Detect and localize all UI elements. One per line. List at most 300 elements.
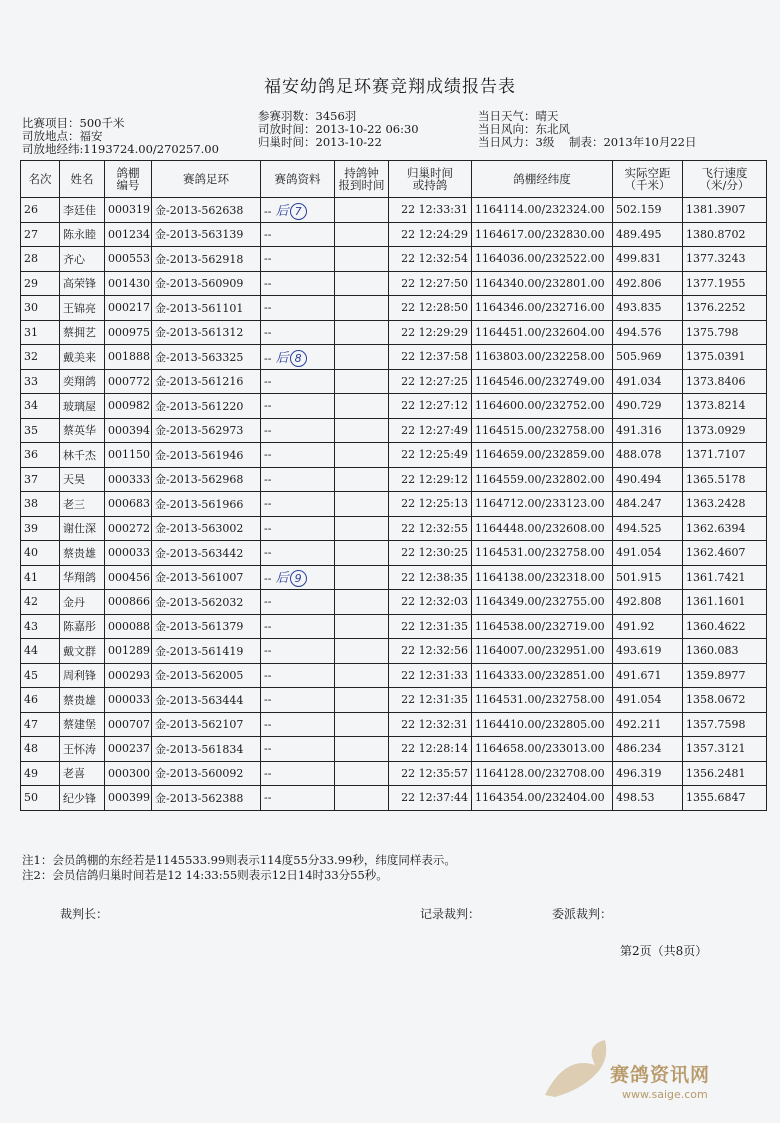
cell-speed: 1361.7421	[683, 565, 767, 590]
meta-made-date: 制表：2013年10月22日	[568, 135, 697, 149]
cell-arrival: 22 12:29:12	[389, 467, 472, 492]
cell-coords: 1164531.00/232758.00	[472, 688, 613, 713]
cell-distance: 492.806	[613, 271, 683, 296]
cell-distance: 491.316	[613, 418, 683, 443]
cell-speed: 1360.083	[683, 639, 767, 664]
cell-arrival: 22 12:32:55	[389, 516, 472, 541]
cell-distance: 491.034	[613, 369, 683, 394]
cell-ring: 金-2013-561101	[152, 296, 261, 321]
header-distance: 实际空距 （千米）	[613, 161, 683, 198]
cell-info: --	[261, 320, 335, 345]
cell-arrival: 22 12:38:35	[389, 565, 472, 590]
cell-clock	[335, 247, 389, 272]
cell-rank: 31	[21, 320, 60, 345]
table-row	[21, 271, 767, 296]
cell-info: --	[261, 247, 335, 272]
cell-speed: 1377.1955	[683, 271, 767, 296]
cell-speed: 1358.0672	[683, 688, 767, 713]
cell-ring: 金-2013-563442	[152, 541, 261, 566]
cell-clock	[335, 418, 389, 443]
cell-info: --	[261, 369, 335, 394]
cell-ring: 金-2013-562638	[152, 198, 261, 223]
cell-info: --	[261, 443, 335, 468]
meta-col-2	[258, 110, 419, 149]
cell-name: 蔡建堡	[60, 712, 105, 737]
table-header-row	[21, 161, 767, 198]
cell-clock	[335, 541, 389, 566]
cell-rank: 44	[21, 639, 60, 664]
cell-name: 李廷佳	[60, 198, 105, 223]
table-row	[21, 737, 767, 762]
cell-name: 老三	[60, 492, 105, 517]
cell-loft: 000394	[105, 418, 152, 443]
results-table	[20, 160, 767, 811]
cell-clock	[335, 369, 389, 394]
table-row	[21, 688, 767, 713]
cell-ring: 金-2013-560092	[152, 761, 261, 786]
cell-info: --	[261, 639, 335, 664]
cell-speed: 1355.6847	[683, 786, 767, 811]
cell-speed: 1357.7598	[683, 712, 767, 737]
footnote-1: 注1：会员鸽棚的东经若是1145533.99则表示114度55分33.99秒，纬度同样表示。	[22, 853, 456, 867]
cell-distance: 491.671	[613, 663, 683, 688]
cell-coords: 1164658.00/233013.00	[472, 737, 613, 762]
cell-clock	[335, 688, 389, 713]
cell-name: 谢仕深	[60, 516, 105, 541]
cell-rank: 34	[21, 394, 60, 419]
cell-clock	[335, 467, 389, 492]
cell-info: -- 后 9	[261, 565, 335, 590]
cell-ring: 金-2013-561007	[152, 565, 261, 590]
cell-rank: 35	[21, 418, 60, 443]
cell-name: 王锦亮	[60, 296, 105, 321]
handwritten-note: 后 8	[271, 351, 306, 366]
cell-distance: 490.494	[613, 467, 683, 492]
cell-info: --	[261, 761, 335, 786]
cell-distance: 491.92	[613, 614, 683, 639]
table-row	[21, 296, 767, 321]
header-clock: 持鸽钟 报到时间	[335, 161, 389, 198]
cell-name: 天昊	[60, 467, 105, 492]
cell-distance: 493.619	[613, 639, 683, 664]
cell-rank: 32	[21, 345, 60, 370]
cell-distance: 498.53	[613, 786, 683, 811]
cell-rank: 43	[21, 614, 60, 639]
cell-clock	[335, 590, 389, 615]
cell-speed: 1373.8214	[683, 394, 767, 419]
cell-rank: 49	[21, 761, 60, 786]
cell-ring: 金-2013-562107	[152, 712, 261, 737]
meta-release-place: 司放地点：福安	[22, 129, 103, 143]
cell-name: 戴美来	[60, 345, 105, 370]
cell-coords: 1164712.00/233123.00	[472, 492, 613, 517]
table-row	[21, 394, 767, 419]
footnotes	[22, 853, 456, 883]
cell-clock	[335, 786, 389, 811]
table-row	[21, 639, 767, 664]
meta-entries: 参赛羽数：3456羽	[258, 109, 357, 123]
cell-arrival: 22 12:25:13	[389, 492, 472, 517]
cell-ring: 金-2013-562388	[152, 786, 261, 811]
cell-loft: 001150	[105, 443, 152, 468]
table-row	[21, 320, 767, 345]
cell-loft: 000456	[105, 565, 152, 590]
cell-clock	[335, 614, 389, 639]
cell-name: 奕翔鸽	[60, 369, 105, 394]
meta-race-item: 比赛项目：500千米	[22, 116, 125, 130]
cell-name: 老喜	[60, 761, 105, 786]
cell-name: 玻璃屋	[60, 394, 105, 419]
cell-speed: 1362.6394	[683, 516, 767, 541]
cell-distance: 486.234	[613, 737, 683, 762]
meta-col-1	[22, 117, 219, 156]
cell-info: --	[261, 296, 335, 321]
cell-distance: 490.729	[613, 394, 683, 419]
cell-ring: 金-2013-561216	[152, 369, 261, 394]
cell-distance: 499.831	[613, 247, 683, 272]
watermark-name: 赛鸽资讯网	[610, 1064, 711, 1086]
cell-speed: 1360.4622	[683, 614, 767, 639]
cell-loft: 000293	[105, 663, 152, 688]
cell-loft: 001430	[105, 271, 152, 296]
sign-delegate: 委派裁判：	[552, 907, 613, 921]
sign-chief-judge: 裁判长：	[60, 907, 109, 921]
cell-loft: 000399	[105, 786, 152, 811]
cell-clock	[335, 271, 389, 296]
cell-ring: 金-2013-563002	[152, 516, 261, 541]
cell-clock	[335, 394, 389, 419]
cell-clock	[335, 198, 389, 223]
cell-loft: 000217	[105, 296, 152, 321]
cell-arrival: 22 12:27:25	[389, 369, 472, 394]
cell-speed: 1375.0391	[683, 345, 767, 370]
report-title: 福安幼鸽足环赛竞翔成绩报告表	[264, 77, 516, 97]
meta-release-time: 司放时间：2013-10-22 06:30	[258, 122, 419, 136]
cell-loft: 000237	[105, 737, 152, 762]
cell-coords: 1164546.00/232749.00	[472, 369, 613, 394]
cell-name: 周利锋	[60, 663, 105, 688]
cell-coords: 1164451.00/232604.00	[472, 320, 613, 345]
cell-ring: 金-2013-560909	[152, 271, 261, 296]
cell-coords: 1163803.00/232258.00	[472, 345, 613, 370]
header-loft: 鸽棚 编号	[105, 161, 152, 198]
cell-distance: 491.054	[613, 688, 683, 713]
cell-name: 齐心	[60, 247, 105, 272]
cell-rank: 29	[21, 271, 60, 296]
cell-name: 陈嘉彤	[60, 614, 105, 639]
table-row	[21, 786, 767, 811]
cell-name: 高荣锋	[60, 271, 105, 296]
meta-release-coords: 司放地经纬:1193724.00/270257.00	[22, 142, 219, 156]
cell-loft: 000683	[105, 492, 152, 517]
cell-rank: 37	[21, 467, 60, 492]
handwritten-note: 后 9	[271, 571, 306, 586]
cell-info: --	[261, 541, 335, 566]
header-rank: 名次	[21, 161, 60, 198]
cell-speed: 1357.3121	[683, 737, 767, 762]
cell-arrival: 22 12:28:14	[389, 737, 472, 762]
cell-arrival: 22 12:27:12	[389, 394, 472, 419]
cell-rank: 41	[21, 565, 60, 590]
cell-clock	[335, 663, 389, 688]
cell-name: 华翔鸽	[60, 565, 105, 590]
cell-loft: 000866	[105, 590, 152, 615]
cell-rank: 48	[21, 737, 60, 762]
cell-name: 蔡拥艺	[60, 320, 105, 345]
watermark-url: www.saige.com	[622, 1088, 708, 1101]
table-row	[21, 443, 767, 468]
cell-distance: 494.576	[613, 320, 683, 345]
cell-rank: 40	[21, 541, 60, 566]
cell-speed: 1381.3907	[683, 198, 767, 223]
cell-clock	[335, 565, 389, 590]
cell-arrival: 22 12:30:25	[389, 541, 472, 566]
cell-arrival: 22 12:27:49	[389, 418, 472, 443]
cell-coords: 1164354.00/232404.00	[472, 786, 613, 811]
table-row	[21, 590, 767, 615]
table-row	[21, 565, 767, 590]
cell-name: 蔡贵雄	[60, 688, 105, 713]
meta-return-time: 归巢时间：2013-10-22	[258, 135, 382, 149]
cell-info: --	[261, 737, 335, 762]
cell-info: --	[261, 418, 335, 443]
cell-speed: 1356.2481	[683, 761, 767, 786]
cell-speed: 1361.1601	[683, 590, 767, 615]
cell-arrival: 22 12:35:57	[389, 761, 472, 786]
cell-info: --	[261, 222, 335, 247]
cell-arrival: 22 12:31:35	[389, 688, 472, 713]
cell-clock	[335, 761, 389, 786]
cell-arrival: 22 12:32:03	[389, 590, 472, 615]
footnote-2: 注2：会员信鸽归巢时间若是12 14:33:55则表示12日14时33分55秒。	[22, 868, 388, 882]
cell-coords: 1164036.00/232522.00	[472, 247, 613, 272]
table-row	[21, 467, 767, 492]
table-row	[21, 712, 767, 737]
cell-rank: 26	[21, 198, 60, 223]
cell-coords: 1164448.00/232608.00	[472, 516, 613, 541]
header-coords: 鸽棚经纬度	[472, 161, 613, 198]
cell-coords: 1164128.00/232708.00	[472, 761, 613, 786]
cell-loft: 000033	[105, 541, 152, 566]
cell-distance: 489.495	[613, 222, 683, 247]
table-row	[21, 614, 767, 639]
table-row	[21, 369, 767, 394]
cell-speed: 1377.3243	[683, 247, 767, 272]
table-row	[21, 541, 767, 566]
cell-coords: 1164538.00/232719.00	[472, 614, 613, 639]
cell-name: 陈永睦	[60, 222, 105, 247]
cell-rank: 39	[21, 516, 60, 541]
cell-ring: 金-2013-562973	[152, 418, 261, 443]
cell-loft: 000982	[105, 394, 152, 419]
cell-distance: 493.835	[613, 296, 683, 321]
cell-distance: 488.078	[613, 443, 683, 468]
cell-rank: 36	[21, 443, 60, 468]
meta-weather: 当日天气：晴天	[478, 109, 559, 123]
cell-loft: 001289	[105, 639, 152, 664]
cell-arrival: 22 12:33:31	[389, 198, 472, 223]
cell-loft: 001888	[105, 345, 152, 370]
cell-arrival: 22 12:31:33	[389, 663, 472, 688]
cell-coords: 1164559.00/232802.00	[472, 467, 613, 492]
cell-info: --	[261, 516, 335, 541]
cell-info: -- 后 8	[261, 345, 335, 370]
cell-arrival: 22 12:31:35	[389, 614, 472, 639]
cell-ring: 金-2013-561966	[152, 492, 261, 517]
cell-speed: 1380.8702	[683, 222, 767, 247]
cell-distance: 496.319	[613, 761, 683, 786]
cell-distance: 484.247	[613, 492, 683, 517]
cell-loft: 000088	[105, 614, 152, 639]
header-speed: 飞行速度 （米/分）	[683, 161, 767, 198]
cell-ring: 金-2013-562005	[152, 663, 261, 688]
table-row	[21, 761, 767, 786]
cell-clock	[335, 320, 389, 345]
cell-name: 蔡英华	[60, 418, 105, 443]
table-row	[21, 247, 767, 272]
cell-arrival: 22 12:32:31	[389, 712, 472, 737]
table-row	[21, 418, 767, 443]
cell-info: --	[261, 590, 335, 615]
cell-arrival: 22 12:27:50	[389, 271, 472, 296]
cell-speed: 1371.7107	[683, 443, 767, 468]
cell-coords: 1164333.00/232851.00	[472, 663, 613, 688]
cell-clock	[335, 222, 389, 247]
cell-ring: 金-2013-563325	[152, 345, 261, 370]
cell-speed: 1375.798	[683, 320, 767, 345]
cell-rank: 33	[21, 369, 60, 394]
table-row	[21, 516, 767, 541]
cell-coords: 1164617.00/232830.00	[472, 222, 613, 247]
cell-name: 王怀涛	[60, 737, 105, 762]
cell-info: --	[261, 786, 335, 811]
cell-arrival: 22 12:37:44	[389, 786, 472, 811]
cell-ring: 金-2013-562918	[152, 247, 261, 272]
cell-arrival: 22 12:32:56	[389, 639, 472, 664]
cell-loft: 000772	[105, 369, 152, 394]
cell-info: --	[261, 492, 335, 517]
table-row	[21, 345, 767, 370]
cell-speed: 1373.0929	[683, 418, 767, 443]
cell-coords: 1164410.00/232805.00	[472, 712, 613, 737]
cell-clock	[335, 296, 389, 321]
cell-speed: 1365.5178	[683, 467, 767, 492]
cell-arrival: 22 12:32:54	[389, 247, 472, 272]
cell-speed: 1363.2428	[683, 492, 767, 517]
cell-ring: 金-2013-562968	[152, 467, 261, 492]
cell-coords: 1164340.00/232801.00	[472, 271, 613, 296]
cell-distance: 502.159	[613, 198, 683, 223]
header-ring: 赛鸽足环	[152, 161, 261, 198]
cell-loft: 000319	[105, 198, 152, 223]
cell-distance: 494.525	[613, 516, 683, 541]
cell-coords: 1164600.00/232752.00	[472, 394, 613, 419]
cell-ring: 金-2013-561220	[152, 394, 261, 419]
cell-arrival: 22 12:28:50	[389, 296, 472, 321]
cell-name: 戴文群	[60, 639, 105, 664]
cell-loft: 000033	[105, 688, 152, 713]
sign-recorder: 记录裁判：	[420, 907, 481, 921]
header-arrival: 归巢时间 或持鸽	[389, 161, 472, 198]
cell-name: 蔡贵雄	[60, 541, 105, 566]
cell-ring: 金-2013-561379	[152, 614, 261, 639]
cell-coords: 1164531.00/232758.00	[472, 541, 613, 566]
cell-loft: 001234	[105, 222, 152, 247]
cell-ring: 金-2013-563444	[152, 688, 261, 713]
meta-col-3	[478, 110, 697, 149]
cell-name: 金丹	[60, 590, 105, 615]
table-row	[21, 222, 767, 247]
cell-loft: 000272	[105, 516, 152, 541]
table-row	[21, 663, 767, 688]
cell-speed: 1362.4607	[683, 541, 767, 566]
cell-info: --	[261, 271, 335, 296]
cell-speed: 1359.8977	[683, 663, 767, 688]
cell-clock	[335, 492, 389, 517]
meta-wind-direction: 当日风向：东北风	[478, 122, 570, 136]
page-number: 第2页（共8页）	[620, 944, 708, 958]
cell-distance: 501.915	[613, 565, 683, 590]
cell-loft: 000553	[105, 247, 152, 272]
cell-coords: 1164659.00/232859.00	[472, 443, 613, 468]
cell-arrival: 22 12:37:58	[389, 345, 472, 370]
cell-rank: 47	[21, 712, 60, 737]
cell-clock	[335, 443, 389, 468]
cell-loft: 000707	[105, 712, 152, 737]
cell-rank: 50	[21, 786, 60, 811]
cell-rank: 28	[21, 247, 60, 272]
cell-rank: 30	[21, 296, 60, 321]
cell-rank: 45	[21, 663, 60, 688]
cell-info: -- 后 7	[261, 198, 335, 223]
cell-coords: 1164138.00/232318.00	[472, 565, 613, 590]
cell-ring: 金-2013-563139	[152, 222, 261, 247]
cell-arrival: 22 12:24:29	[389, 222, 472, 247]
cell-arrival: 22 12:25:49	[389, 443, 472, 468]
cell-ring: 金-2013-562032	[152, 590, 261, 615]
cell-ring: 金-2013-561419	[152, 639, 261, 664]
cell-clock	[335, 712, 389, 737]
cell-info: --	[261, 663, 335, 688]
cell-rank: 46	[21, 688, 60, 713]
table-row	[21, 198, 767, 223]
cell-coords: 1164346.00/232716.00	[472, 296, 613, 321]
cell-name: 纪少锋	[60, 786, 105, 811]
cell-loft: 000975	[105, 320, 152, 345]
cell-speed: 1376.2252	[683, 296, 767, 321]
cell-info: --	[261, 688, 335, 713]
cell-speed: 1373.8406	[683, 369, 767, 394]
cell-distance: 491.054	[613, 541, 683, 566]
cell-coords: 1164007.00/232951.00	[472, 639, 613, 664]
cell-clock	[335, 516, 389, 541]
cell-arrival: 22 12:29:29	[389, 320, 472, 345]
cell-rank: 27	[21, 222, 60, 247]
header-name: 姓名	[60, 161, 105, 198]
cell-info: --	[261, 467, 335, 492]
cell-name: 林千杰	[60, 443, 105, 468]
cell-ring: 金-2013-561312	[152, 320, 261, 345]
cell-ring: 金-2013-561946	[152, 443, 261, 468]
cell-info: --	[261, 712, 335, 737]
cell-loft: 000300	[105, 761, 152, 786]
header-info: 赛鸽资料	[261, 161, 335, 198]
cell-clock	[335, 737, 389, 762]
cell-coords: 1164349.00/232755.00	[472, 590, 613, 615]
cell-rank: 42	[21, 590, 60, 615]
cell-distance: 505.969	[613, 345, 683, 370]
meta-wind-force: 当日风力：3级 制表：2013年10月22日	[478, 135, 697, 149]
